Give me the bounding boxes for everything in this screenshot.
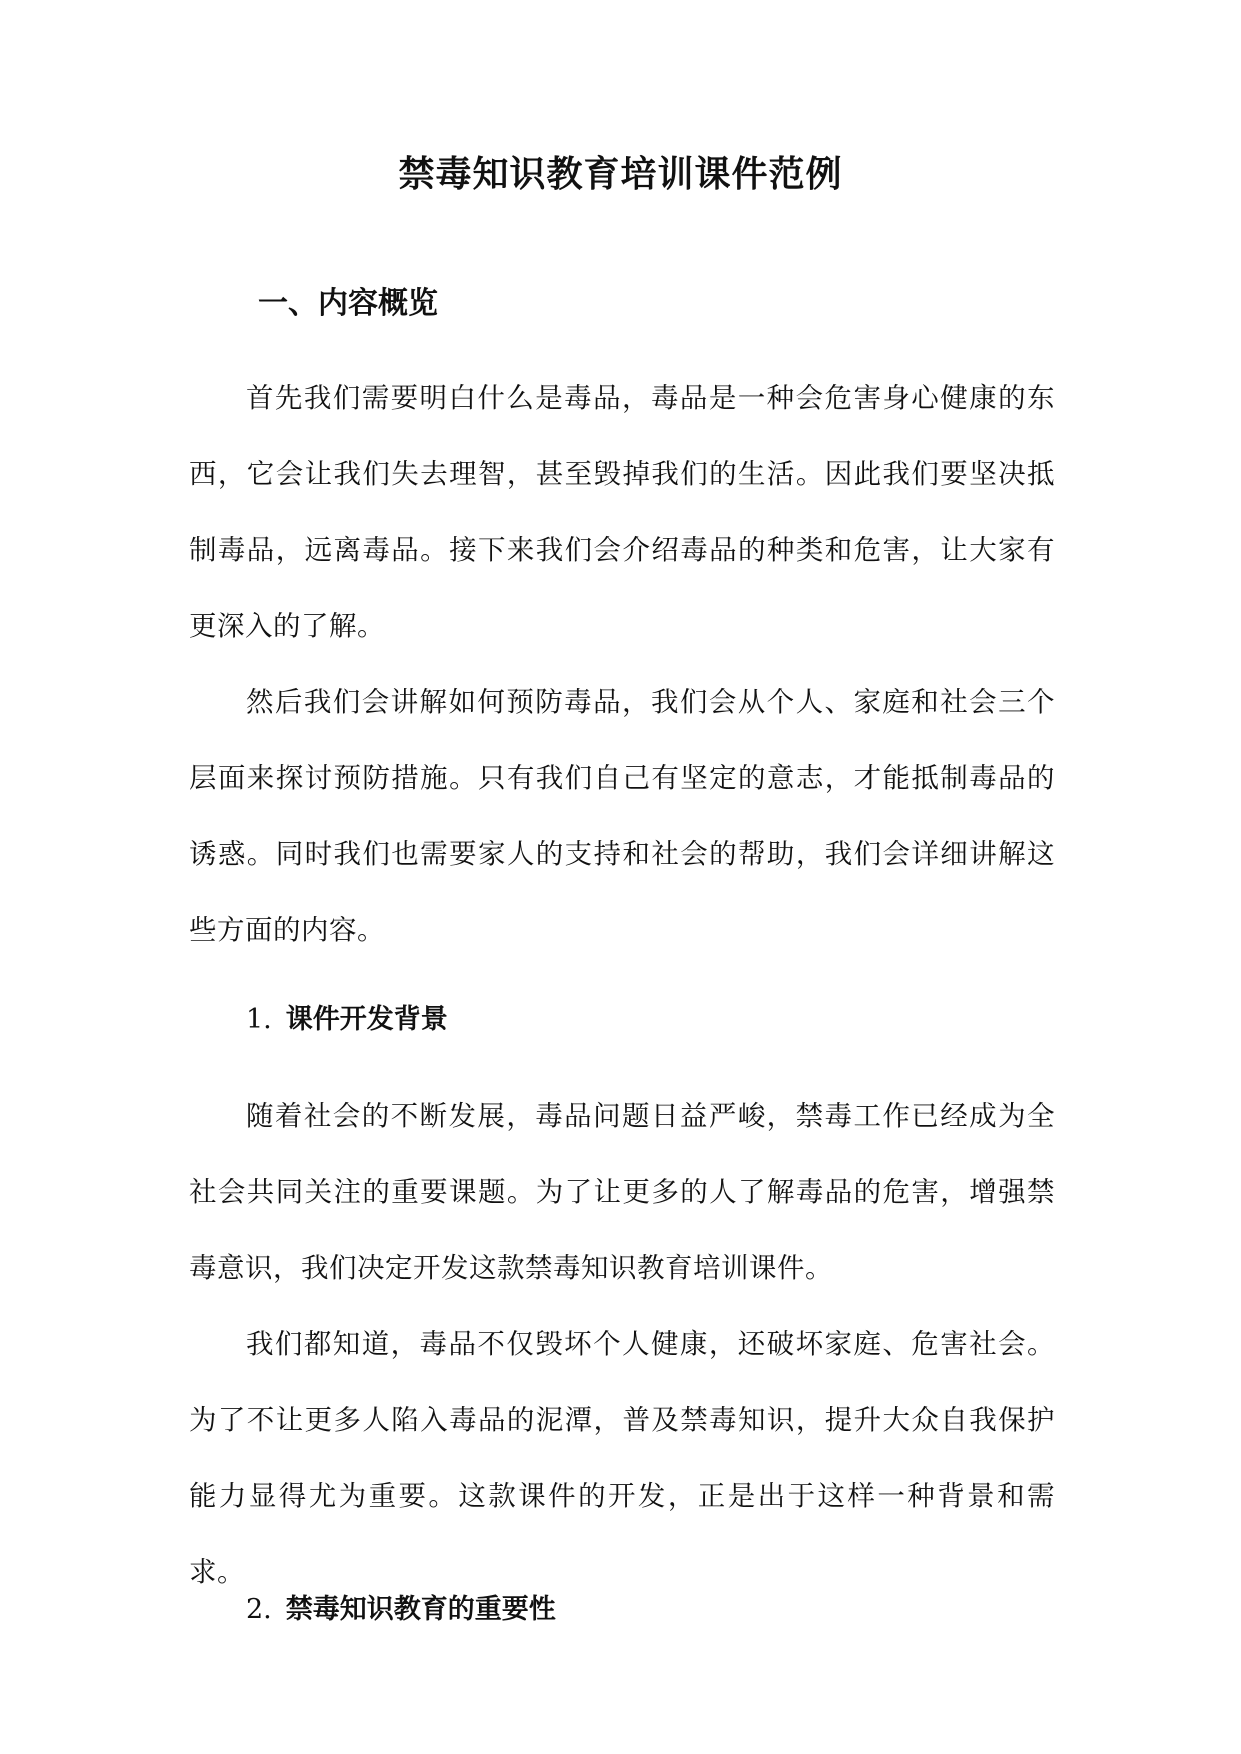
subsection-number: 2. [246,1594,272,1625]
paragraph-overview-1: 首先我们需要明白什么是毒品，毒品是一种会危害身心健康的东西，它会让我们失去理智，甚至毁掉我们的生活。因此我们要坚决抵制毒品，远离毒品。接下来我们会介绍毒品的种类和危害，让大家有更深入的了解。 [189,382,1055,642]
subsection-number: 1. [246,1004,272,1035]
subsection-heading-background [246,1000,448,1040]
subsection-heading-importance [246,1590,556,1630]
paragraph-overview-2: 然后我们会讲解如何预防毒品，我们会从个人、家庭和社会三个层面来探讨预防措施。只有我们自己有坚定的意志，才能抵制毒品的诱惑。同时我们也需要家人的支持和社会的帮助，我们会详细讲解这些方面的内容。 [189,686,1055,946]
paragraph-background-1: 随着社会的不断发展，毒品问题日益严峻，禁毒工作已经成为全社会共同关注的重要课题。为了让更多的人了解毒品的危害，增强禁毒意识，我们决定开发这款禁毒知识教育培训课件。 [189,1100,1055,1284]
subsection-title: 课件开发背景 [285,1004,448,1035]
paragraph-background-2: 我们都知道，毒品不仅毁坏个人健康，还破坏家庭、危害社会。为了不让更多人陷入毒品的泥潭，普及禁毒知识，提升大众自我保护能力显得尤为重要。这款课件的开发，正是出于这样一种背景和需求。 [189,1328,1055,1588]
document-title: 禁毒知识教育培训课件范例 [398,154,843,195]
subsection-title: 禁毒知识教育的重要性 [285,1594,556,1625]
section-heading-overview: 一、内容概览 [258,286,438,321]
